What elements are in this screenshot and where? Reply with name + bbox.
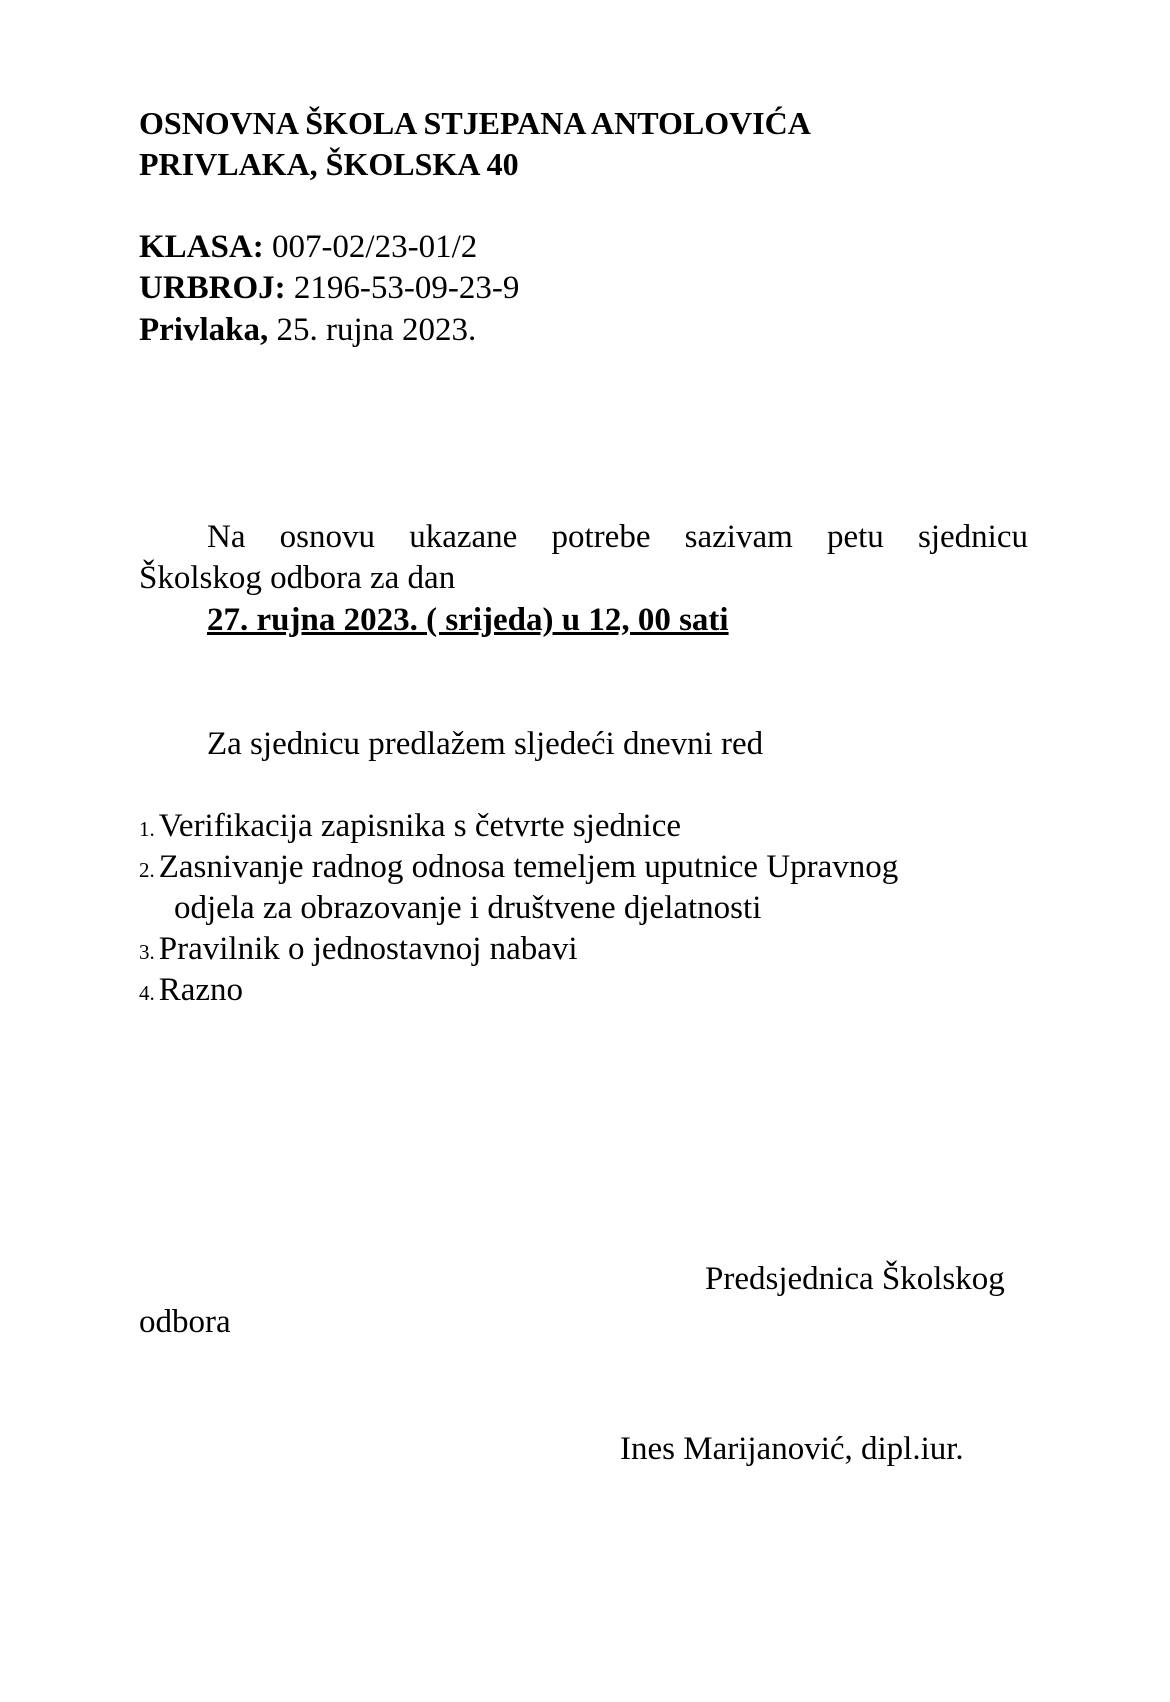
agenda-intro: Za sjednicu predlažem sljedeći dnevni red — [207, 726, 764, 762]
agenda-item-2-continuation: odjela za obrazovanje i društvene djelatnosti — [174, 890, 762, 926]
urbroj-label: URBROJ: — [139, 270, 286, 306]
agenda-item-text: Razno — [158, 972, 244, 1008]
agenda-item-2 — [139, 847, 898, 891]
place-date-line — [139, 310, 476, 351]
school-name: OSNOVNA ŠKOLA STJEPANA ANTOLOVIĆA — [139, 105, 811, 141]
agenda-item-number: 2. — [139, 858, 155, 882]
klasa-value: 007-02/23-01/2 — [271, 229, 478, 265]
agenda-item-number: 4. — [139, 981, 155, 1005]
signature-title-line-1: Predsjednica Školskog — [705, 1261, 1005, 1297]
place-label: Privlaka, — [139, 312, 269, 348]
agenda-item-number: 3. — [139, 940, 155, 964]
klasa-label: KLASA: — [139, 229, 264, 265]
document-date: 25. rujna 2023. — [276, 312, 477, 348]
agenda-item-text: Pravilnik o jednostavnoj nabavi — [158, 931, 578, 967]
agenda-item-number: 1. — [139, 817, 155, 841]
urbroj-line — [139, 268, 519, 309]
agenda-item-3 — [139, 929, 578, 973]
signature-name: Ines Marijanović, dipl.iur. — [620, 1431, 964, 1467]
urbroj-value: 2196-53-09-23-9 — [293, 270, 520, 306]
intro-line-2: Školskog odbora za dan — [139, 560, 456, 596]
klasa-line — [139, 227, 477, 268]
intro-line-1: Na osnovu ukazane potrebe sazivam petu sjednicu — [207, 519, 1028, 555]
agenda-item-1 — [139, 806, 681, 850]
signature-title-line-2: odbora — [139, 1304, 231, 1340]
agenda-item-text: Verifikacija zapisnika s četvrte sjednice — [158, 808, 682, 844]
meeting-datetime: 27. rujna 2023. ( srijeda) u 12, 00 sati — [207, 602, 729, 638]
school-address: PRIVLAKA, ŠKOLSKA 40 — [139, 146, 519, 182]
agenda-item-text: Zasnivanje radnog odnosa temeljem uputnice Upravnog — [158, 849, 899, 885]
agenda-item-4 — [139, 970, 243, 1014]
